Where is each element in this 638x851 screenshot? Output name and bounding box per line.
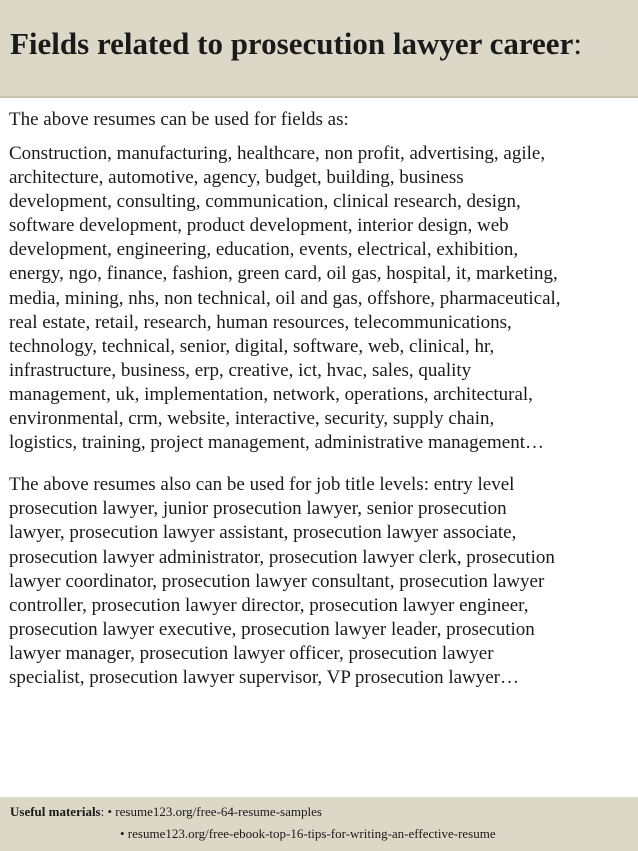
job-levels-line: prosecution lawyer executive, prosecution lawyer leader, prosecution [9,618,535,640]
fields-line: software development, product development, interior design, web [9,215,509,237]
job-levels-line: lawyer coordinator, prosecution lawyer consultant, prosecution lawyer [9,570,545,592]
page-title-text: Fields related to prosecution lawyer career [10,26,574,61]
fields-line: management, uk, implementation, network, operations, architectural, [9,383,533,405]
job-levels-line: lawyer manager, prosecution lawyer officer, prosecution lawyer [9,642,494,664]
fields-line: architecture, automotive, agency, budget, building, business [9,167,464,189]
intro-text: The above resumes can be used for fields as: [9,109,349,130]
fields-line: development, engineering, education, events, electrical, exhibition, [9,239,519,261]
fields-line: real estate, retail, research, human resources, telecommunications, [9,311,512,333]
title-banner [0,0,638,98]
footer-row [120,824,496,844]
job-levels-line: The above resumes also can be used for job title levels: entry level [9,474,515,496]
job-levels-line: prosecution lawyer administrator, prosecution lawyer clerk, prosecution [9,546,555,568]
fields-line: environmental, crm, website, interactive, security, supply chain, [9,408,495,430]
job-levels-paragraph [9,473,631,690]
fields-line: infrastructure, business, erp, creative, ict, hvac, sales, quality [9,359,472,381]
fields-line: logistics, training, project management, administrative management… [9,432,545,454]
useful-materials-separator: : [100,804,108,819]
job-levels-line: specialist, prosecution lawyer supervisor, VP prosecution lawyer… [9,666,520,688]
page-title-colon: : [573,26,582,61]
job-levels-line: lawyer, prosecution lawyer assistant, prosecution lawyer associate, [9,522,517,544]
page-title [10,26,582,62]
fields-paragraph [9,142,631,455]
resource-link[interactable]: • resume123.org/free-ebook-top-16-tips-for-writing-an-effective-resume [120,826,496,841]
useful-materials-footer [0,797,638,851]
job-levels-line: prosecution lawyer, junior prosecution lawyer, senior prosecution [9,498,507,520]
useful-materials-label: Useful materials [10,804,101,819]
fields-line: development, consulting, communication, clinical research, design, [9,191,521,213]
fields-line: media, mining, nhs, non technical, oil and gas, offshore, pharmaceutical, [9,287,561,309]
footer-row [10,802,322,822]
fields-line: energy, ngo, finance, fashion, green card, oil gas, hospital, it, marketing, [9,263,558,285]
main-content [9,108,631,690]
resource-link[interactable]: • resume123.org/free-64-resume-samples [107,804,322,819]
fields-line: Construction, manufacturing, healthcare, non profit, advertising, agile, [9,143,546,164]
job-levels-line: controller, prosecution lawyer director, prosecution lawyer engineer, [9,594,529,616]
fields-line: technology, technical, senior, digital, software, web, clinical, hr, [9,335,495,357]
